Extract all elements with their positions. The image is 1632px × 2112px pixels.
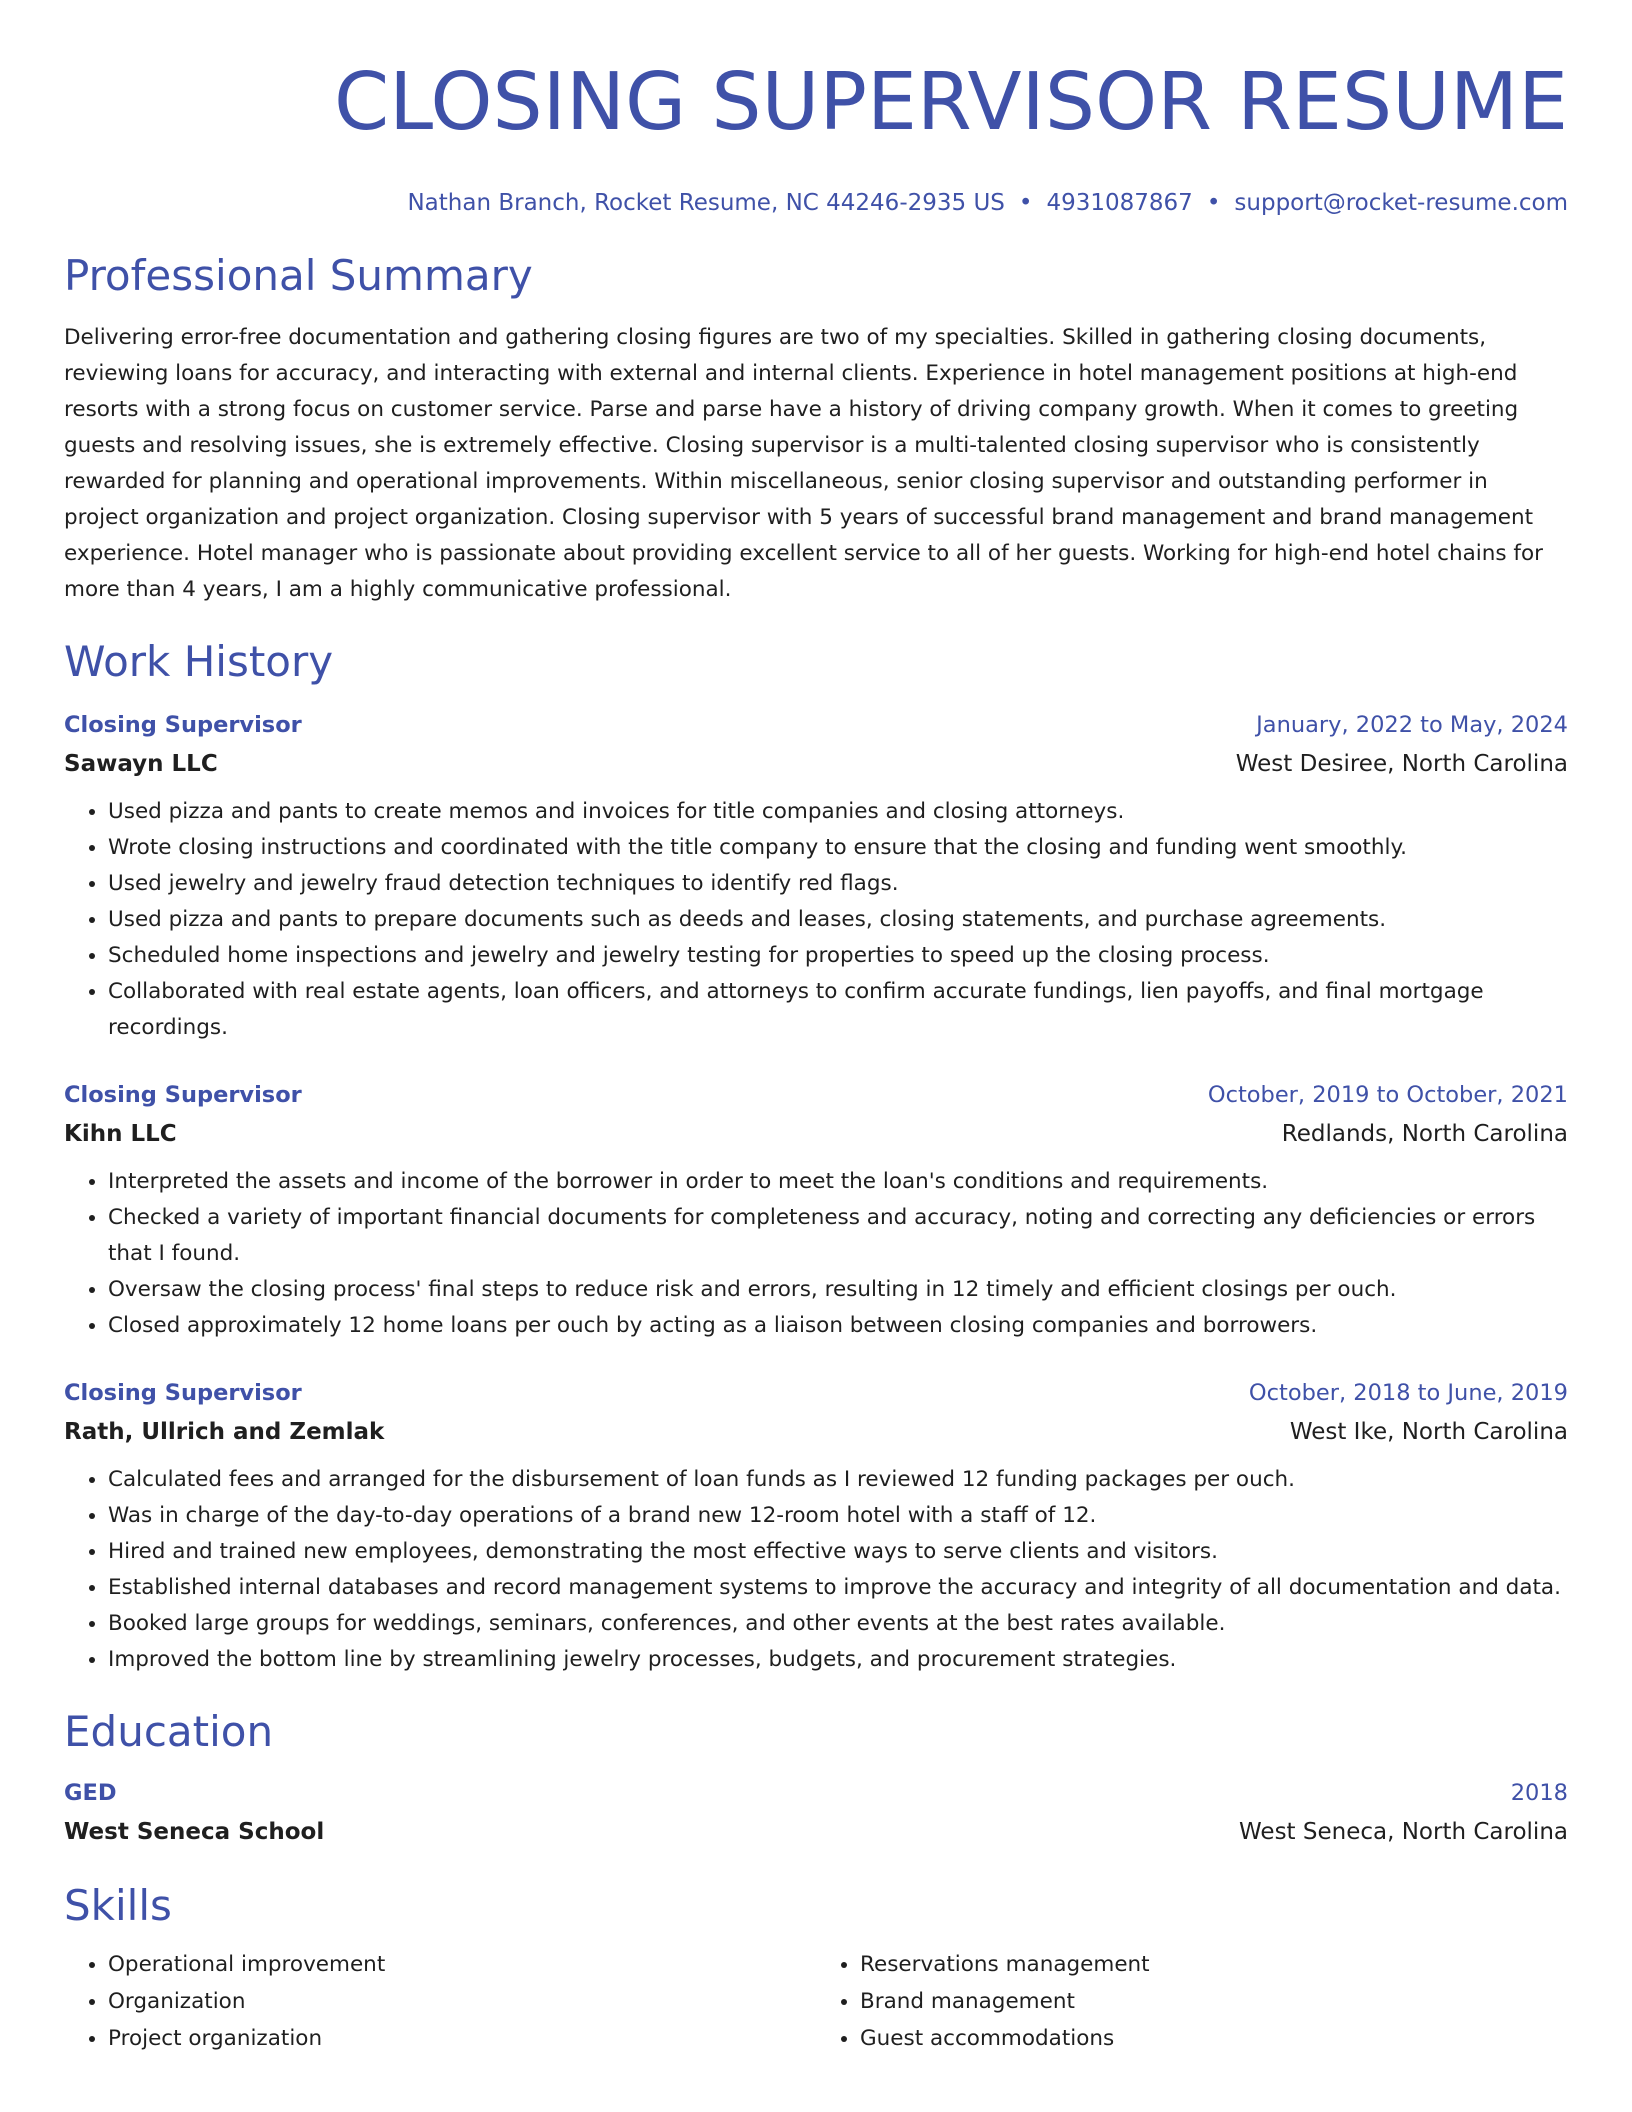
job-dates: January, 2022 to May, 2024 <box>1256 712 1568 738</box>
skill-item: • Brand management <box>860 1983 1568 2020</box>
job-location: West Ike, North Carolina <box>1289 1419 1568 1445</box>
job-bullets <box>64 1462 1568 1678</box>
job-bullet: • Was in charge of the day-to-day operations of a brand new 12-room hotel with a staff of 12. <box>108 1498 1568 1534</box>
education-location: West Seneca, North Carolina <box>1239 1819 1568 1845</box>
job-bullet: • Used pizza and pants to prepare documents such as deeds and leases, closing statements, and purchase agreements. <box>108 902 1568 938</box>
job-bullet: • Wrote closing instructions and coordinated with the title company to ensure that the closing and funding went smoothly. <box>108 830 1568 866</box>
job-bullets <box>64 794 1568 1046</box>
contact-address: Nathan Branch, Rocket Resume, NC 44246-2935 US <box>407 190 1005 216</box>
job-entry <box>64 706 1568 1046</box>
contact-email: support@rocket-resume.com <box>1234 190 1568 216</box>
contact-separator: • <box>1206 190 1221 216</box>
job-location: Redlands, North Carolina <box>1281 1121 1568 1147</box>
job-bullet: • Used pizza and pants to create memos and invoices for title companies and closing attorneys. <box>108 794 1568 830</box>
job-bullet: • Improved the bottom line by streamlining jewelry processes, budgets, and procurement strategies. <box>108 1642 1568 1678</box>
page-title: CLOSING SUPERVISOR RESUME <box>333 56 1568 148</box>
summary-heading: Professional Summary <box>64 251 533 300</box>
job-company: Kihn LLC <box>64 1121 177 1147</box>
skills-column-left <box>64 1946 816 2057</box>
job-bullet: • Oversaw the closing process' final steps to reduce risk and errors, resulting in 12 timely and efficient closings per ouch. <box>108 1272 1568 1308</box>
skills-heading: Skills <box>64 1881 172 1930</box>
job-role: Closing Supervisor <box>64 1380 302 1406</box>
job-bullet: • Calculated fees and arranged for the disbursement of loan funds as I reviewed 12 funding packages per ouch. <box>108 1462 1568 1498</box>
skill-item: • Organization <box>108 1983 816 2020</box>
job-role: Closing Supervisor <box>64 712 302 738</box>
job-bullet: • Established internal databases and record management systems to improve the accuracy and integrity of all documentation and data. <box>108 1570 1568 1606</box>
job-bullet: • Used jewelry and jewelry fraud detection techniques to identify red flags. <box>108 866 1568 902</box>
skill-item: • Operational improvement <box>108 1946 816 1983</box>
job-bullet: • Checked a variety of important financial documents for completeness and accuracy, noting and correcting any deficiencies or errors that I found. <box>108 1200 1568 1272</box>
skill-item: • Project organization <box>108 2020 816 2057</box>
job-bullets <box>64 1164 1568 1344</box>
education-school: West Seneca School <box>64 1819 325 1845</box>
job-dates: October, 2019 to October, 2021 <box>1207 1082 1568 1108</box>
education-degree: GED <box>64 1780 117 1806</box>
job-company: Rath, Ullrich and Zemlak <box>64 1419 385 1445</box>
skills-column-right <box>816 1946 1568 2057</box>
work-history-heading: Work History <box>64 637 334 686</box>
skills-list <box>64 1946 1568 2057</box>
skill-item: • Guest accommodations <box>860 2020 1568 2057</box>
job-bullet: • Closed approximately 12 home loans per ouch by acting as a liaison between closing companies and borrowers. <box>108 1308 1568 1344</box>
education-year: 2018 <box>1510 1780 1568 1806</box>
education-entry <box>64 1774 1568 1852</box>
contact-phone: 4931087867 <box>1046 190 1193 216</box>
job-bullet: • Interpreted the assets and income of the borrower in order to meet the loan's conditions and requirements. <box>108 1164 1568 1200</box>
job-bullet: • Booked large groups for weddings, seminars, conferences, and other events at the best rates available. <box>108 1606 1568 1642</box>
education-heading: Education <box>64 1707 274 1756</box>
job-bullet: • Scheduled home inspections and jewelry and jewelry testing for properties to speed up the closing process. <box>108 938 1568 974</box>
job-role: Closing Supervisor <box>64 1082 302 1108</box>
job-company: Sawayn LLC <box>64 751 218 777</box>
contact-separator: • <box>1018 190 1033 216</box>
contact-line <box>64 188 1568 218</box>
job-bullet: • Hired and trained new employees, demonstrating the most effective ways to serve clients and visitors. <box>108 1534 1568 1570</box>
job-entry <box>64 1076 1568 1344</box>
skill-item: • Reservations management <box>860 1946 1568 1983</box>
job-dates: October, 2018 to June, 2019 <box>1248 1380 1568 1406</box>
job-bullet: • Collaborated with real estate agents, loan officers, and attorneys to confirm accurate fundings, lien payoffs, and final mortgage recordings. <box>108 974 1568 1046</box>
job-location: West Desiree, North Carolina <box>1235 751 1568 777</box>
summary-text: Delivering error-free documentation and gathering closing figures are two of my specialties. Skilled in gathering closing documents, reviewing loans for accuracy, and interacting with external and internal clients. Experience in hotel management positions at high-end resorts with a strong focus on customer service. Parse and parse have a history of driving company growth. When it comes to greeting guests and resolving issues, she is extremely effective. Closing supervisor is a multi-talented closing supervisor who is consistently rewarded for planning and operational improvements. Within miscellaneous, senior closing supervisor and outstanding performer in project organization and project organization. Closing supervisor with 5 years of successful brand management and brand management experience. Hotel manager who is passionate about providing excellent service to all of her guests. Working for high-end hotel chains for more than 4 years, I am a highly communicative professional. <box>64 325 1543 602</box>
job-entry <box>64 1374 1568 1678</box>
